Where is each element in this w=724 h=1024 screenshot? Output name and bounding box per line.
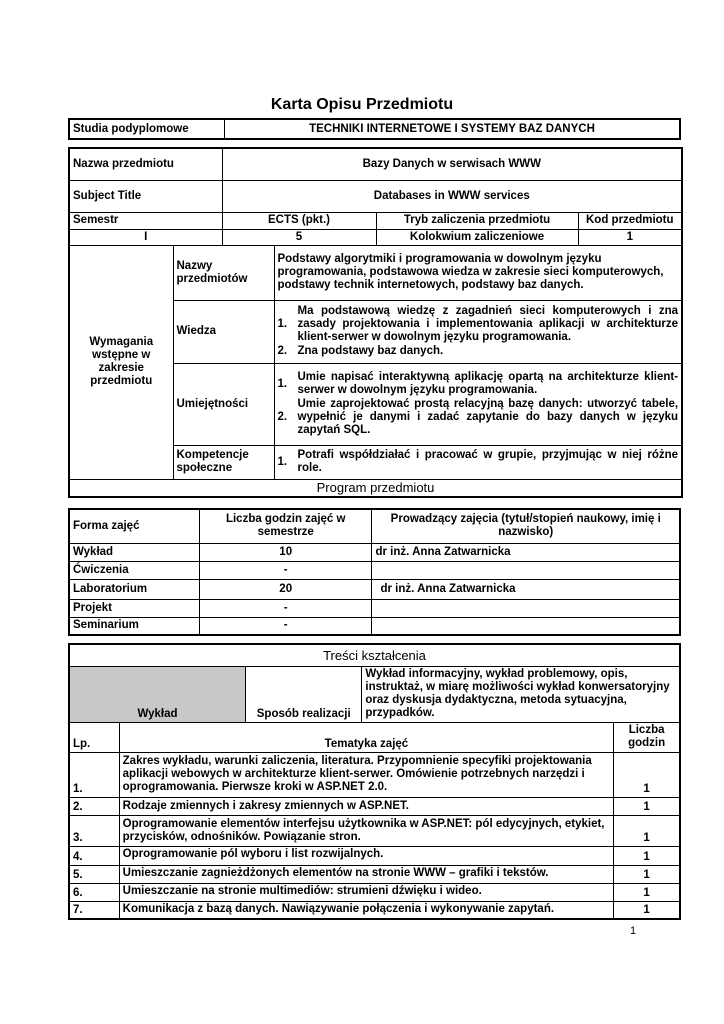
godzin-cell: 10 [199, 543, 372, 561]
program-table [68, 508, 681, 636]
table-row [69, 752, 680, 797]
lp-cell: 6. [69, 883, 119, 901]
col-prowadzacy: Prowadzący zajęcia (tytuł/stopień naukowy, imię i nazwisko) [372, 509, 680, 543]
semestr-label: Semestr [69, 212, 222, 229]
list-item [278, 305, 679, 344]
table-row [69, 561, 680, 579]
prowadzacy-cell [372, 617, 680, 635]
col-tematyka: Tematyka zajęć [119, 722, 614, 752]
semestr-value: I [69, 229, 222, 245]
topic-cell: Komunikacja z bazą danych. Nawiązywanie połączenia i wykonywanie zapytań. [119, 901, 614, 919]
studia-label: Studia podyplomowe [69, 119, 225, 139]
page-number: 1 [630, 925, 637, 937]
table-row [69, 883, 680, 901]
studia-table [68, 118, 681, 140]
prowadzacy-cell: dr inż. Anna Zatwarnicka [372, 543, 680, 561]
godzin-cell: - [199, 599, 372, 617]
list-item [278, 449, 679, 475]
item-number: 1. [277, 377, 288, 390]
table-row [69, 846, 680, 865]
ects-label: ECTS (pkt.) [222, 212, 376, 229]
page-title: Karta Opisu Przedmiotu [270, 96, 454, 113]
list-item [278, 345, 679, 358]
table-row [69, 797, 680, 815]
item-text: Zna podstawy baz danych. [297, 345, 444, 357]
prowadzacy-cell [372, 599, 680, 617]
table-row [69, 599, 680, 617]
kod-value: 1 [578, 229, 682, 245]
godzin-cell: - [199, 561, 372, 579]
table-row [69, 543, 680, 561]
tresci-table [68, 643, 681, 920]
godzin-cell: - [199, 617, 372, 635]
forma-cell: Projekt [69, 599, 199, 617]
item-text: Umie zaprojektować prostą relacyjną bazę danych: utworzyć tabele, wypełnić je danymi i zadać zapytanie do bazy danych w języku zapytań SQL. [297, 398, 679, 436]
forma-cell: Ćwiczenia [69, 561, 199, 579]
prowadzacy-cell: dr inż. Anna Zatwarnicka [372, 579, 680, 599]
umiejetnosci-list [274, 363, 682, 445]
table-row [69, 901, 680, 919]
table-row [69, 617, 680, 635]
item-text: Potrafi współdziałać i pracować w grupie, przyjmując w niej różne role. [297, 449, 679, 474]
table-row [69, 579, 680, 599]
nazwy-label: Nazwy przedmiotów [173, 245, 274, 300]
item-number: 1. [277, 318, 288, 330]
kod-label: Kod przedmiotu [578, 212, 682, 229]
forma-cell: Wykład [69, 543, 199, 561]
tryb-value: Kolokwium zaliczeniowe [376, 229, 578, 245]
table-row [69, 865, 680, 883]
col-liczba: Liczba godzin [614, 722, 680, 752]
kompetencje-list [274, 445, 682, 479]
tresci-title: Treści kształcenia [69, 644, 680, 666]
course-table [68, 147, 683, 498]
lp-cell: 4. [69, 846, 119, 865]
hours-cell: 1 [614, 883, 680, 901]
wiedza-list [274, 300, 682, 363]
lp-cell: 7. [69, 901, 119, 919]
course-name-label: Nazwa przedmiotu [69, 148, 222, 180]
lp-cell: 2. [69, 797, 119, 815]
list-item [278, 398, 679, 437]
topic-cell: Oprogramowanie elementów interfejsu użytkownika w ASP.NET: pól edycyjnych, etykiet, przycisków, odnośników. Powiązanie stron. [119, 815, 614, 846]
item-number: 1. [277, 455, 288, 468]
list-item [278, 371, 679, 397]
lp-cell: 3. [69, 815, 119, 846]
lp-cell: 5. [69, 865, 119, 883]
col-forma: Forma zajęć [69, 509, 199, 543]
topic-cell: Umieszczanie na stronie multimediów: strumieni dźwięku i wideo. [119, 883, 614, 901]
tryb-label: Tryb zaliczenia przedmiotu [376, 212, 578, 229]
subject-title-value: Databases in WWW services [222, 180, 682, 212]
sposob-value: Wykład informacyjny, wykład problemowy, opis, instruktaż, w miarę możliwości wykład konwersatoryjny oraz dyskusja dydaktyczna, metoda sytuacyjna, przypadków. [362, 666, 680, 722]
item-number: 2. [277, 345, 288, 357]
hours-cell: 1 [614, 846, 680, 865]
topic-cell: Zakres wykładu, warunki zaliczenia, literatura. Przypomnienie specyfiki projektowania aplikacji webowych w architekturze klient-serwer. Omówienie potrzebnych narzędzi i oprogramowania. Pierwsze kroki w ASP.NET 2.0. [119, 752, 614, 797]
ects-value: 5 [222, 229, 376, 245]
hours-cell: 1 [614, 797, 680, 815]
program-title: Program przedmiotu [69, 479, 682, 497]
hours-cell: 1 [614, 752, 680, 797]
wyklad-label: Wykład [69, 666, 246, 722]
item-number: 2. [277, 411, 288, 423]
hours-cell: 1 [614, 901, 680, 919]
forma-cell: Seminarium [69, 617, 199, 635]
wiedza-label: Wiedza [173, 300, 274, 363]
course-name-value: Bazy Danych w serwisach WWW [222, 148, 682, 180]
topic-cell: Umieszczanie zagnieżdżonych elementów na stronie WWW – grafiki i tekstów. [119, 865, 614, 883]
nazwy-value: Podstawy algorytmiki i programowania w dowolnym języku programowania, podstawowa wiedza w zakresie sieci komputerowych, podstawy technik internetowych, podstawy baz danych. [274, 245, 682, 300]
hours-cell: 1 [614, 815, 680, 846]
subject-title-label: Subject Title [69, 180, 222, 212]
item-text: Ma podstawową wiedzę z zagadnień sieci komputerowych i zna zasady projektowania i implementowania aplikacji w architekturze klient-serwer w dowolnym języku programowania. [297, 305, 679, 343]
item-text: Umie napisać interaktywną aplikację opartą na architekturze klient-serwer w dowolnym języku programowania. [297, 371, 679, 396]
col-lp: Lp. [69, 722, 119, 752]
prowadzacy-cell [372, 561, 680, 579]
table-row [69, 815, 680, 846]
topic-cell: Rodzaje zmiennych i zakresy zmiennych w ASP.NET. [119, 797, 614, 815]
hours-cell: 1 [614, 865, 680, 883]
umiejetnosci-label: Umiejętności [173, 363, 274, 445]
topic-cell: Oprogramowanie pól wyboru i list rozwijalnych. [119, 846, 614, 865]
lp-cell: 1. [69, 752, 119, 797]
studia-value: TECHNIKI INTERNETOWE I SYSTEMY BAZ DANYCH [225, 119, 681, 139]
kompetencje-label: Kompetencje społeczne [173, 445, 274, 479]
sposob-label: Sposób realizacji [246, 666, 362, 722]
col-godzin: Liczba godzin zajęć w semestrze [199, 509, 372, 543]
forma-cell: Laboratorium [69, 579, 199, 599]
godzin-cell: 20 [199, 579, 372, 599]
requirements-label: Wymagania wstępne w zakresie przedmiotu [69, 245, 173, 479]
